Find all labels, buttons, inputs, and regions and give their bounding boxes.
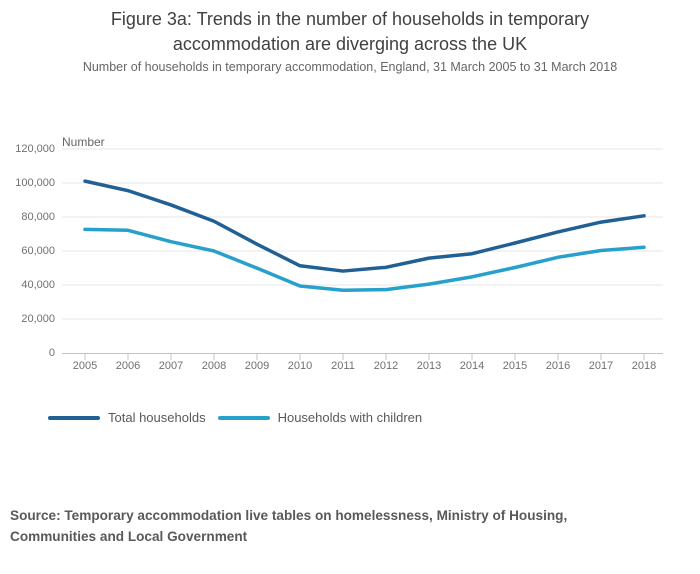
y-tick-label: 100,000 — [15, 177, 55, 189]
x-tick-label: 2015 — [502, 360, 528, 372]
x-tick-label: 2013 — [416, 360, 442, 372]
x-tick-label: 2017 — [588, 360, 614, 372]
x-tick-label: 2012 — [373, 360, 399, 372]
x-tick-label: 2010 — [287, 360, 313, 372]
series-line-households-with-children — [85, 229, 644, 290]
legend-label: Total households — [108, 410, 206, 425]
source-note: Source: Temporary accommodation live tables on homelessness, Ministry of Housing, Communities and Local Government — [10, 508, 568, 544]
x-tick-label: 2007 — [158, 360, 184, 372]
legend-item-total — [48, 410, 206, 426]
x-tick-label: 2006 — [115, 360, 141, 372]
y-tick-label: 60,000 — [21, 245, 55, 257]
legend-item-children — [218, 410, 423, 426]
y-tick-label: 40,000 — [21, 279, 55, 291]
legend — [48, 410, 434, 426]
y-axis-unit-label: Number — [62, 135, 105, 149]
y-tick-label: 80,000 — [21, 211, 55, 223]
chart-subtitle: Number of households in temporary accommodation, England, 31 March 2005 to 31 March 2018 — [82, 60, 618, 74]
chart-svg — [0, 130, 700, 375]
x-tick-label: 2005 — [72, 360, 98, 372]
x-tick-label: 2008 — [201, 360, 227, 372]
chart-title-text: Figure 3a: Trends in the number of households in temporary accommodation are diverging across the UK — [110, 9, 590, 54]
legend-swatch — [218, 416, 270, 420]
x-tick-label: 2016 — [545, 360, 571, 372]
x-tick-label: 2009 — [244, 360, 270, 372]
chart-title — [0, 7, 700, 57]
legend-label: Households with children — [277, 410, 423, 425]
y-tick-label: 120,000 — [15, 143, 55, 155]
x-tick-label: 2018 — [631, 360, 657, 372]
y-tick-label: 0 — [48, 347, 55, 359]
y-tick-label: 20,000 — [21, 313, 55, 325]
x-tick-label: 2014 — [459, 360, 485, 372]
x-tick-label: 2011 — [331, 360, 355, 372]
legend-swatch — [48, 416, 100, 420]
